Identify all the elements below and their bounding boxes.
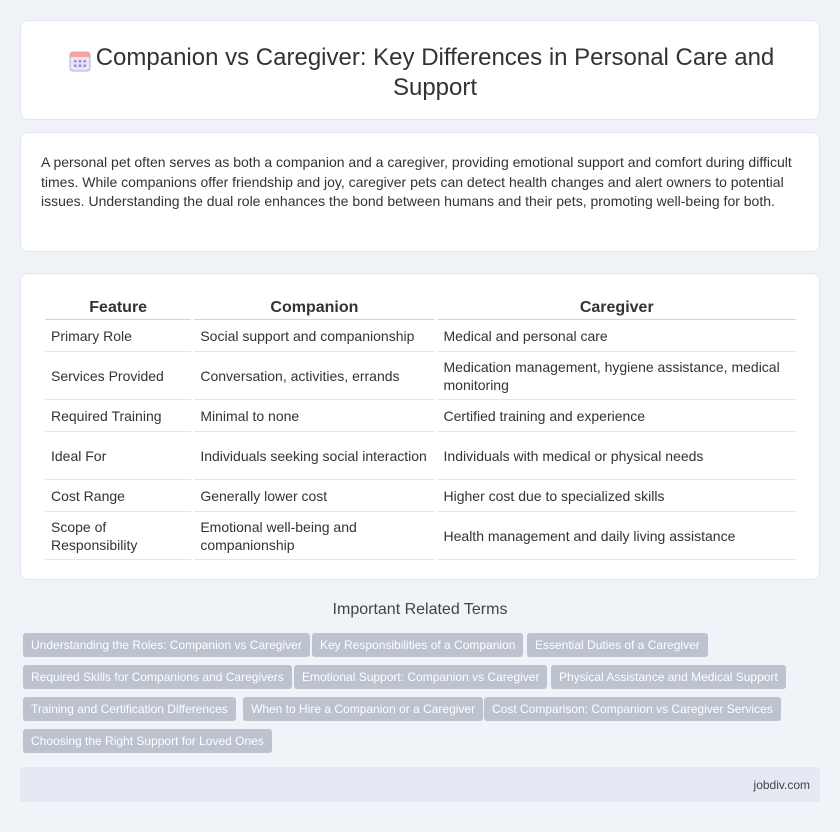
- related-terms-title: Important Related Terms: [332, 601, 508, 618]
- table-cell: Certified training and experience: [438, 400, 796, 432]
- related-term-tag[interactable]: Choosing the Right Support for Loved Ones: [23, 729, 272, 753]
- comparison-table: [42, 294, 799, 560]
- table-header-caregiver: Caregiver: [438, 294, 796, 320]
- table-cell: Social support and companionship: [194, 320, 434, 352]
- table-header-feature: Feature: [45, 294, 191, 320]
- table-cell: Higher cost due to specialized skills: [438, 480, 796, 512]
- table-cell: Cost Range: [45, 480, 191, 512]
- intro-card: [20, 132, 820, 252]
- related-term-tag[interactable]: Emotional Support: Companion vs Caregiver: [294, 665, 547, 689]
- table-cell: Individuals with medical or physical needs: [438, 432, 796, 480]
- related-term-tag[interactable]: Essential Duties of a Caregiver: [527, 633, 708, 657]
- page-title: Companion vs Caregiver: Key Differences in Personal Care and Support: [95, 44, 775, 101]
- intro-text: A personal pet often serves as both a companion and a caregiver, providing emotional support and comfort during difficult times. While companions offer friendship and joy, caregiver pets can detect health changes and alert owners to potential issues. Understanding the dual role enhances the bond between humans and their pets, promoting well-being for both.: [41, 154, 792, 209]
- table-cell: Required Training: [45, 400, 191, 432]
- related-term-tag[interactable]: Key Responsibilities of a Companion: [312, 633, 523, 657]
- table-header-companion: Companion: [194, 294, 434, 320]
- table-cell: Services Provided: [45, 352, 191, 400]
- related-term-tag[interactable]: Physical Assistance and Medical Support: [551, 665, 786, 689]
- header-card: [20, 20, 820, 120]
- table-cell: Emotional well-being and companionship: [194, 512, 434, 560]
- table-cell: Primary Role: [45, 320, 191, 352]
- footer: [20, 767, 820, 802]
- table-row: [45, 320, 796, 352]
- table-row: [45, 400, 796, 432]
- related-term-tag[interactable]: Understanding the Roles: Companion vs Caregiver: [23, 633, 310, 657]
- table-cell: Scope of Responsibility: [45, 512, 191, 560]
- table-cell: Health management and daily living assistance: [438, 512, 796, 560]
- related-term-tag[interactable]: Training and Certification Differences: [23, 697, 236, 721]
- table-row: [45, 512, 796, 560]
- footer-site[interactable]: jobdiv.com: [753, 778, 810, 792]
- table-cell: Medical and personal care: [438, 320, 796, 352]
- related-term-tag[interactable]: Required Skills for Companions and Caregivers: [23, 665, 292, 689]
- table-cell: Ideal For: [45, 432, 191, 480]
- table-cell: Generally lower cost: [194, 480, 434, 512]
- table-cell: Medication management, hygiene assistance, medical monitoring: [438, 352, 796, 400]
- comparison-table-card: [20, 273, 820, 580]
- related-term-tag[interactable]: When to Hire a Companion or a Caregiver: [243, 697, 483, 721]
- table-row: [45, 432, 796, 480]
- table-cell: Individuals seeking social interaction: [194, 432, 434, 480]
- table-cell: Minimal to none: [194, 400, 434, 432]
- table-row: [45, 352, 796, 400]
- table-row: [45, 480, 796, 512]
- related-term-tag[interactable]: Cost Comparison: Companion vs Caregiver Services: [484, 697, 781, 721]
- table-cell: Conversation, activities, errands: [194, 352, 434, 400]
